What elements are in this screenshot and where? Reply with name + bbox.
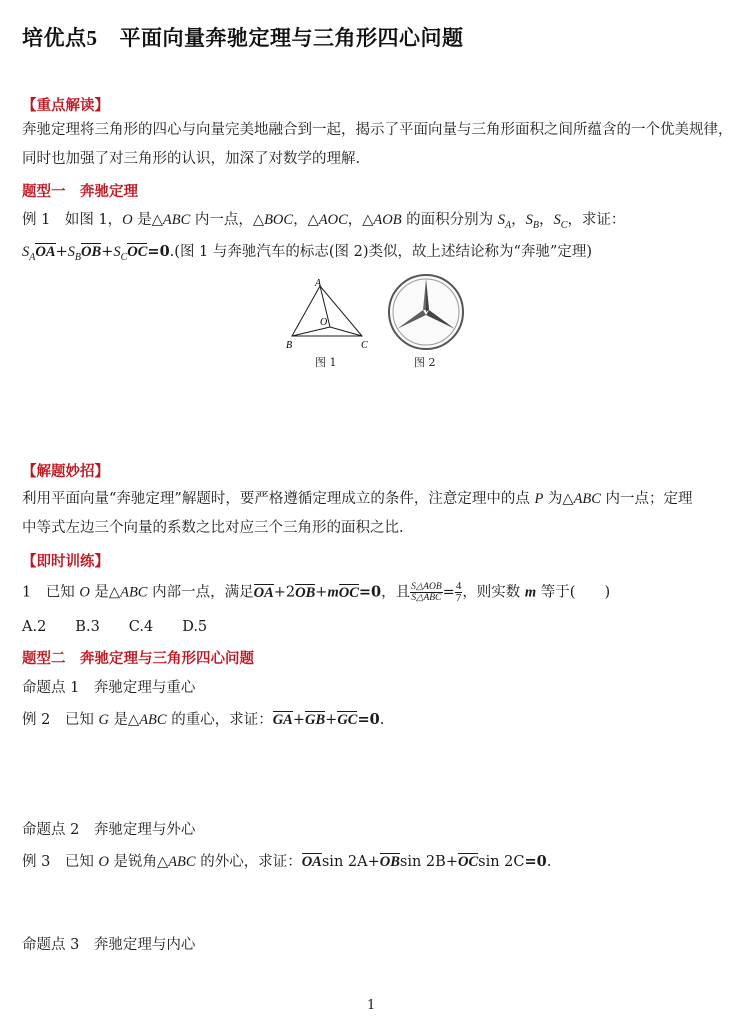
type1-heading: 题型一 奔驰定理: [22, 183, 138, 200]
plus-sign: +: [445, 854, 458, 870]
tips-line2: 中等式左边三个向量的系数之比对应三个三角形的面积之比.: [22, 520, 404, 536]
ex1-sub-a: A: [29, 251, 36, 263]
label-b: B: [286, 340, 293, 351]
ex1-triangle: ABC: [162, 212, 191, 228]
ex1-triangle-boc: BOC: [264, 212, 294, 228]
ex2-point-g: G: [98, 712, 109, 728]
ex1-s: S: [67, 244, 75, 260]
key-points-line1: 奔驰定理将三角形的四心与向量完美地融合到一起，揭示了平面向量与三角形面积之间所蕴含的一个优美规律，: [22, 122, 733, 138]
ex1-prefix: 例 1 如图 1，: [22, 212, 123, 228]
label-c: C: [361, 340, 368, 351]
sin-2b: sin 2B: [399, 854, 446, 870]
area-ratio-fraction: [410, 582, 443, 603]
ex1-comma: ，: [539, 212, 554, 228]
ex1-triangle-aob: AOB: [373, 212, 402, 228]
equals-zero: =0: [357, 711, 380, 728]
label-a: A: [315, 278, 322, 289]
ex2-triangle: ABC: [139, 712, 167, 728]
example3: [22, 852, 551, 872]
key-points-heading: 【重点解读】: [22, 97, 109, 114]
ex2-text: 的重心，求证：: [166, 712, 273, 728]
fraction-numerator: S△AOB: [411, 582, 442, 592]
topic1-heading: 命题点 1 奔驰定理与重心: [22, 680, 196, 696]
sin-2c: sin 2C: [478, 854, 525, 870]
sin-2a: sin 2A: [321, 854, 368, 870]
tips-point-p: P: [534, 491, 544, 507]
segment-ob: [292, 327, 330, 336]
plus-sign: +: [325, 712, 338, 728]
ex1-s: S: [497, 212, 506, 228]
ex1-text: 是△: [132, 212, 163, 228]
figure1-triangle-diagram: [282, 274, 382, 354]
page-title: [22, 22, 464, 52]
vector-gc: GC: [337, 712, 358, 728]
plus-sign: +: [55, 244, 68, 260]
key-points-line2: 同时也加强了对三角形的认识，加深了对数学的理解.: [22, 151, 361, 167]
ex1-tail: .(图 1 与奔驰汽车的标志(图 2)类似，故上述结论称为“奔驰”定理): [169, 244, 593, 260]
vector-oa: OA: [301, 854, 322, 870]
figure1-caption: 图 1: [315, 356, 337, 369]
segment-oc: [330, 327, 362, 336]
equals-zero: =0: [358, 583, 382, 601]
example1-line1: [22, 210, 625, 236]
vector-oc: OC: [127, 244, 148, 260]
ex1-text: ，△: [293, 212, 319, 228]
ex1-text: 的面积分别为: [401, 212, 498, 228]
tips-text: 为△: [543, 491, 574, 507]
plus-sign: +: [292, 712, 306, 728]
tips-text: 利用平面向量“奔驰定理”解题时，要严格遵循定理成立的条件，注意定理中的点: [22, 491, 535, 507]
practice-heading: 【即时训练】: [22, 553, 109, 570]
example2: [22, 710, 384, 730]
ex1-sub-a: A: [505, 219, 512, 231]
figure2-star-logo: [385, 272, 467, 354]
q1-text: 内部一点，满足: [147, 584, 254, 601]
page-number: 1: [367, 998, 376, 1013]
fraction-four: 4: [455, 580, 462, 592]
ex3-triangle: ABC: [168, 854, 196, 870]
q1-m: m: [524, 584, 537, 601]
period: .: [379, 712, 385, 728]
ex1-text: ，求证：: [567, 212, 626, 228]
vector-ga: GA: [272, 712, 293, 728]
ex3-point-o: O: [98, 854, 109, 870]
ex1-s: S: [525, 212, 533, 228]
equals-sign: =: [442, 584, 455, 601]
vector-oc: OC: [457, 854, 479, 870]
ex1-sub-b: B: [74, 251, 82, 263]
equals-zero: =0: [147, 243, 170, 260]
fraction-denominator: S△ABC: [411, 593, 442, 603]
ex3-text: 例 3 已知: [22, 854, 99, 870]
plus-sign: +: [101, 244, 114, 260]
q1-m: m: [327, 584, 339, 601]
q1-text: 是△: [89, 584, 121, 601]
topic2-heading: 命题点 2 奔驰定理与外心: [22, 822, 196, 838]
q1-text: 等于( ): [536, 584, 611, 601]
ex3-text: 是锐角△: [108, 854, 169, 870]
vector-ob: OB: [81, 244, 102, 260]
equals-zero: =0: [524, 853, 547, 870]
vector-ob: OB: [295, 584, 316, 601]
q1-text: ，则实数: [462, 584, 525, 601]
ex1-sub-b: B: [532, 219, 540, 231]
vector-gb: GB: [305, 712, 326, 728]
plus-sign: +: [367, 854, 380, 870]
ex1-point-o: O: [122, 212, 133, 228]
vector-oa: OA: [253, 584, 274, 601]
label-o: O: [320, 317, 328, 328]
title-number: 培优点5: [22, 26, 98, 50]
vector-ob: OB: [379, 854, 400, 870]
ex1-text: ，△: [347, 212, 374, 228]
figure2-caption: 图 2: [414, 356, 436, 369]
q1-point-o: O: [79, 584, 90, 601]
vector-oa: OA: [35, 244, 56, 260]
plus-two: +2: [273, 584, 296, 601]
type2-heading: 题型二 奔驰定理与三角形四心问题: [22, 650, 254, 667]
q1-text: ，且: [381, 584, 411, 601]
tips-line1: [22, 489, 693, 509]
q1-text: 1 已知: [22, 584, 80, 601]
ex1-sub-c: C: [560, 219, 568, 231]
ex1-s: S: [553, 212, 561, 228]
ex1-s: S: [113, 244, 121, 260]
ex1-s: S: [22, 244, 30, 260]
ex2-text: 是△: [108, 712, 140, 728]
vector-oc: OC: [338, 584, 359, 601]
practice-options: A.2 B.3 C.4 D.5: [22, 619, 208, 635]
fraction-seven: 7: [455, 592, 462, 604]
example1-line2: [22, 242, 592, 268]
topic3-heading: 命题点 3 奔驰定理与内心: [22, 937, 196, 953]
ex1-sub-c: C: [120, 251, 128, 263]
tips-triangle: ABC: [573, 491, 601, 507]
period: .: [546, 854, 552, 870]
title-text: 平面向量奔驰定理与三角形四心问题: [119, 25, 464, 50]
ex1-triangle-aoc: AOC: [318, 212, 348, 228]
plus-sign: +: [315, 584, 328, 601]
triangle-abc: [292, 286, 362, 336]
practice-question1: [22, 581, 610, 604]
q1-triangle: ABC: [120, 584, 148, 601]
ex2-text: 例 2 已知: [22, 712, 99, 728]
ex3-text: 的外心，求证：: [195, 854, 302, 870]
tips-heading: 【解题妙招】: [22, 463, 109, 480]
ex1-comma: ，: [511, 212, 526, 228]
tips-text: 内一点；定理: [600, 491, 693, 507]
ex1-text: 内一点，△: [190, 212, 265, 228]
